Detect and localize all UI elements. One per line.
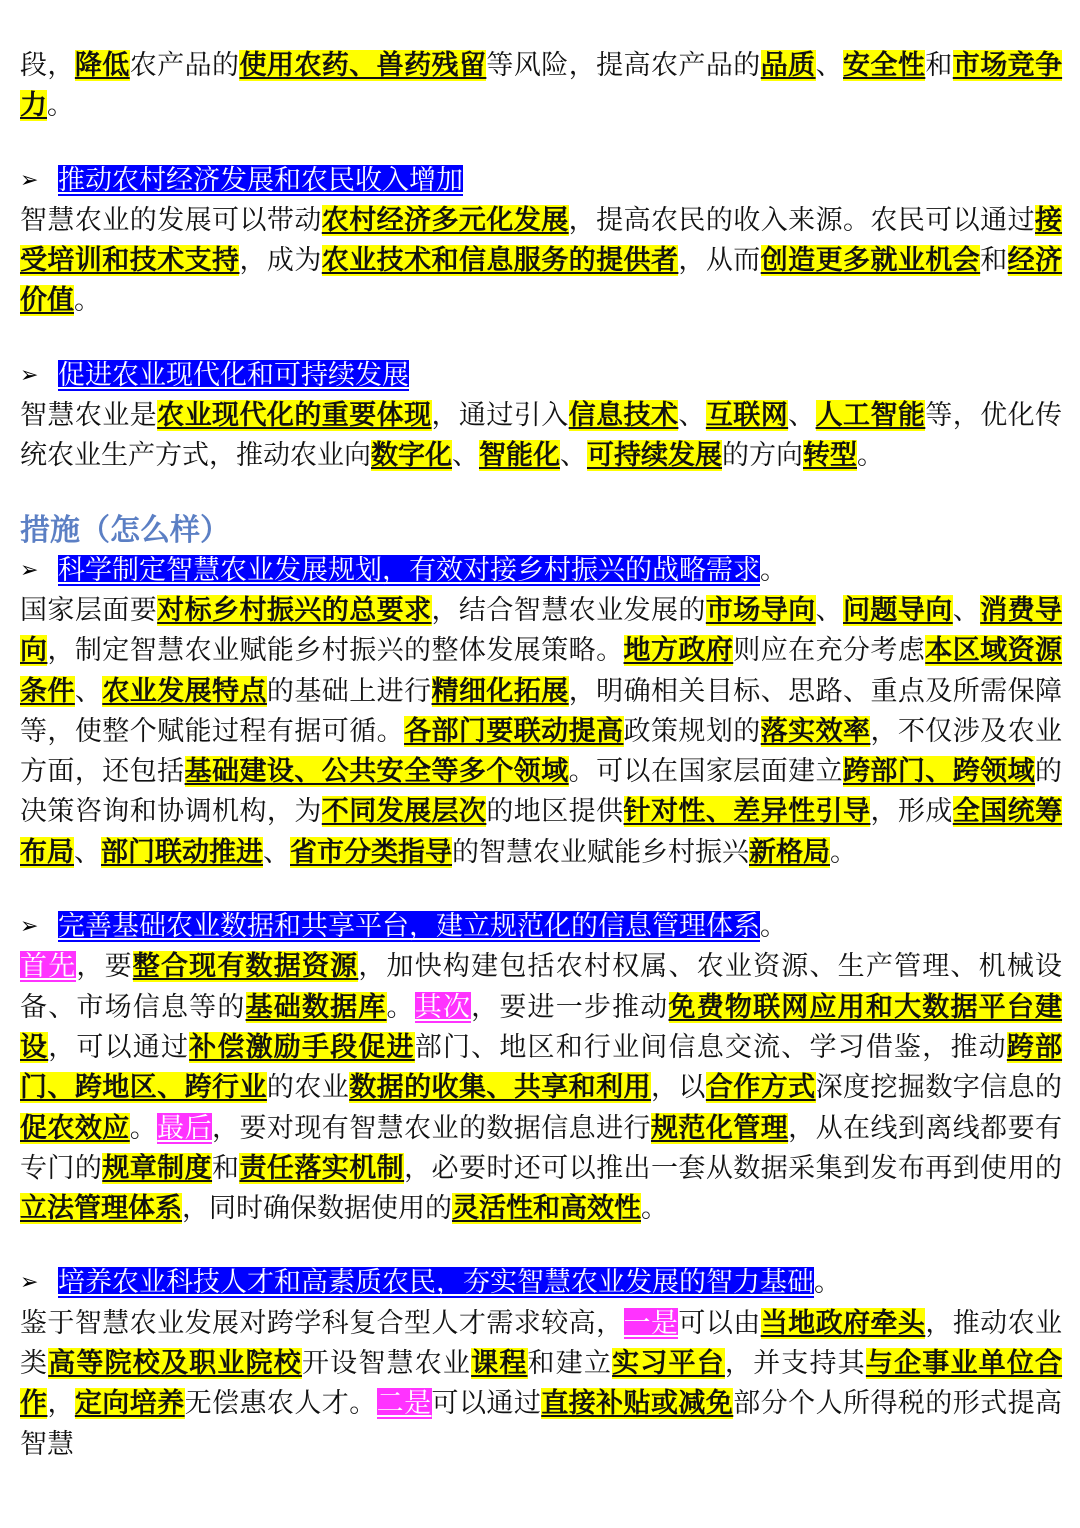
body-text: ，结合智慧农业发展的	[431, 594, 706, 626]
keyword-highlight: 基础建设、公共安全等多个领域	[184, 756, 569, 788]
keyword-highlight: 新格局	[749, 836, 830, 868]
body-text: 。	[129, 1112, 158, 1144]
keyword-highlight: 针对性、差异性引导	[623, 796, 871, 828]
keyword-highlight: 互联网	[705, 400, 789, 432]
body-text: 和	[212, 1152, 240, 1184]
keyword-highlight: 部门联动推进	[101, 836, 263, 868]
keyword-highlight: 免费物联网应用和大数据平台建设	[20, 991, 1063, 1063]
body-text: 。	[74, 285, 101, 317]
body-text: 。	[760, 911, 787, 943]
bullet-title: 推动农村经济发展和农民收入增加	[58, 164, 463, 196]
keyword-highlight: 全国统筹布局	[20, 796, 1063, 868]
keyword-highlight: 高等院校及职业院校	[48, 1348, 302, 1380]
paragraph-spacer	[20, 127, 1062, 161]
body-text: 、	[263, 836, 290, 868]
keyword-highlight: 问题导向	[843, 594, 953, 626]
keyword-highlight: 市场竞争力	[20, 50, 1063, 122]
body-text: 。	[760, 554, 787, 586]
body-text: 和	[925, 50, 953, 81]
body-text: ，成为	[239, 245, 322, 277]
body-text: 部门、地区和行业间信息交流、学习借鉴，推动	[414, 1031, 1007, 1063]
body-text: 则应在充分考虑	[733, 635, 926, 667]
keyword-highlight: 基础数据库	[245, 991, 387, 1023]
keyword-highlight: 立法管理体系	[20, 1193, 182, 1225]
bullet-item	[20, 907, 1062, 947]
body-text: 深度挖掘数字信息的	[815, 1072, 1063, 1104]
body-text: 。	[857, 440, 884, 472]
arrow-bullet-icon: ➢	[20, 362, 39, 388]
body-text: 、	[815, 50, 844, 81]
keyword-highlight: 责任落实机制	[239, 1152, 405, 1184]
body-text: ，从而	[678, 245, 761, 277]
body-text: 智慧农业是	[20, 400, 158, 432]
body-text: 。	[830, 836, 857, 868]
body-text: ，可以通过	[48, 1031, 190, 1063]
sequence-marker: 一是	[623, 1307, 679, 1339]
body-text: 的智慧农业赋能乡村振兴	[452, 836, 749, 868]
keyword-highlight: 转型	[803, 440, 857, 472]
body-text: ，要进一步推动	[471, 991, 669, 1023]
keyword-highlight: 规范化管理	[650, 1112, 789, 1144]
paragraph	[20, 947, 1062, 1229]
body-text: 部分个人所得税的形式提高智慧	[20, 1388, 1063, 1460]
body-text: ，制定智慧农业赋能乡村振兴的整体发展策略。	[47, 635, 624, 667]
body-text: 鉴于智慧农业发展对跨学科复合型人才需求较高，	[20, 1307, 624, 1339]
keyword-highlight: 接受培训和技术支持	[20, 204, 1063, 277]
body-text: ，通过引入	[431, 400, 569, 432]
keyword-highlight: 使用农药、兽药残留	[239, 50, 487, 81]
keyword-highlight: 农村经济多元化发展	[321, 204, 569, 236]
arrow-bullet-icon: ➢	[20, 1270, 39, 1296]
paragraph	[20, 201, 1062, 322]
body-text: ，	[47, 1388, 75, 1420]
sequence-marker: 最后	[157, 1112, 213, 1144]
body-text: 国家层面要	[20, 594, 158, 626]
keyword-highlight: 信息技术	[568, 400, 679, 432]
bullet-item	[20, 551, 1062, 591]
body-text: 开设智慧农业	[301, 1348, 472, 1380]
body-text: ，以	[650, 1072, 706, 1104]
keyword-highlight: 不同发展层次	[321, 796, 487, 828]
keyword-highlight: 地方政府	[623, 635, 734, 667]
arrow-bullet-icon: ➢	[20, 167, 39, 193]
keyword-highlight: 促农效应	[20, 1112, 130, 1144]
body-text: 、	[815, 594, 843, 626]
keyword-highlight: 安全性	[843, 50, 926, 81]
body-text: 、	[678, 400, 706, 432]
body-text: 。	[814, 1267, 841, 1299]
body-text: 。	[386, 991, 415, 1023]
body-text: 的农业	[266, 1072, 350, 1104]
keyword-highlight: 对标乡村振兴的总要求	[157, 594, 432, 626]
body-text: 段，	[20, 50, 75, 81]
bullet-text	[58, 356, 409, 396]
body-text: ，推动农业类	[20, 1307, 1063, 1380]
body-text: ，不仅涉及农业方面，还包括	[20, 715, 1063, 788]
bullet-title: 促进农业现代化和可持续发展	[58, 359, 409, 391]
keyword-highlight: 数字化	[371, 440, 452, 472]
paragraph-spacer	[20, 873, 1062, 907]
body-text: 可以通过	[431, 1388, 542, 1420]
keyword-highlight: 各部门要联动提高	[404, 715, 624, 747]
keyword-highlight: 定向培养	[74, 1388, 185, 1420]
paragraph	[20, 46, 1062, 127]
keyword-highlight: 省市分类指导	[290, 836, 452, 868]
keyword-highlight: 经济价值	[20, 245, 1063, 317]
keyword-highlight: 补偿激励手段促进	[189, 1031, 415, 1063]
keyword-highlight: 可持续发展	[587, 440, 722, 472]
bullet-text	[58, 1263, 841, 1303]
keyword-highlight: 创造更多就业机会	[760, 245, 981, 277]
keyword-highlight: 直接补贴或减免	[541, 1388, 734, 1420]
keyword-highlight: 消费导向	[20, 594, 1063, 667]
bullet-item	[20, 161, 1062, 201]
bullet-text	[58, 907, 787, 947]
body-text: 等风险，提高农产品的	[486, 50, 761, 81]
body-text: ，并支持其	[724, 1348, 866, 1380]
bullet-text	[58, 551, 787, 591]
body-text: ，提高农民的收入来源。农民可以通过	[568, 204, 1036, 236]
arrow-bullet-icon: ➢	[20, 557, 39, 583]
body-text: ，从在线到离线都要有专门的	[20, 1112, 1063, 1184]
paragraph-spacer	[20, 1229, 1062, 1263]
body-text: 。	[641, 1193, 668, 1225]
keyword-highlight: 降低	[74, 50, 130, 81]
body-text: 和建立	[527, 1348, 613, 1380]
keyword-highlight: 人工智能	[815, 400, 926, 432]
keyword-highlight: 整合现有数据资源	[132, 951, 359, 983]
body-text: ，同时确保数据使用的	[182, 1193, 452, 1225]
keyword-highlight: 市场导向	[705, 594, 816, 626]
keyword-highlight: 实习平台	[612, 1348, 725, 1380]
paragraph	[20, 396, 1062, 477]
body-text: 的基础上进行	[266, 675, 432, 707]
body-text: ，明确相关目标、思路、重点及所需保障等，使整个赋能过程有据可循。	[20, 675, 1063, 747]
body-text: 的地区提供	[486, 796, 624, 828]
keyword-highlight: 农业发展特点	[102, 675, 267, 707]
keyword-highlight: 当地政府牵头	[760, 1307, 926, 1339]
body-text: 可以由	[678, 1307, 761, 1339]
body-text: 、	[788, 400, 816, 432]
document-page	[20, 46, 1062, 1465]
body-text: ，必要时还可以推出一套从数据采集到发布再到使用的	[404, 1152, 1063, 1184]
keyword-highlight: 课程	[471, 1348, 528, 1380]
body-text: ，要对现有智慧农业的数据信息进行	[212, 1112, 651, 1144]
body-text: 、	[560, 440, 587, 472]
bullet-title: 培养农业科技人才和高素质农民，夯实智慧农业发展的智力基础	[58, 1267, 814, 1299]
body-text: 农产品的	[129, 50, 240, 81]
keyword-highlight: 智能化	[479, 440, 560, 472]
keyword-highlight: 跨部门、跨领域	[843, 756, 1036, 788]
keyword-highlight: 跨部门、跨地区、跨行业	[20, 1031, 1063, 1104]
keyword-highlight: 农业现代化的重要体现	[157, 400, 432, 432]
paragraph-spacer	[20, 477, 1062, 511]
body-text: 无偿惠农人才。	[184, 1388, 377, 1420]
keyword-highlight: 与企事业单位合作	[20, 1348, 1063, 1420]
keyword-highlight: 精细化拓展	[431, 675, 569, 707]
paragraph-spacer	[20, 322, 1062, 356]
body-text: 智慧农业的发展可以带动	[20, 204, 322, 236]
keyword-highlight: 灵活性和高效性	[452, 1193, 641, 1225]
body-text: ，要	[76, 951, 133, 983]
keyword-highlight: 落实效率	[760, 715, 871, 747]
bullet-title: 科学制定智慧农业发展规划，有效对接乡村振兴的战略需求	[58, 554, 760, 586]
keyword-highlight: 合作方式	[705, 1072, 816, 1104]
body-text: ，加快构建包括农村权属、农业资源、生产管理、机械设备、市场信息等的	[20, 951, 1063, 1023]
keyword-highlight: 数据的收集、共享和利用	[349, 1072, 651, 1104]
body-text: 等，优化传统农业生产方式，推动农业向	[20, 400, 1063, 472]
bullet-item	[20, 356, 1062, 396]
paragraph	[20, 1304, 1062, 1465]
body-text: 。	[47, 90, 74, 122]
body-text: 和	[980, 245, 1008, 277]
paragraph	[20, 591, 1062, 873]
keyword-highlight: 规章制度	[102, 1152, 213, 1184]
body-text: ，形成	[870, 796, 953, 828]
body-text: 、	[952, 594, 981, 626]
bullet-text	[58, 161, 463, 201]
arrow-bullet-icon: ➢	[20, 914, 39, 940]
keyword-highlight: 本区域资源条件	[20, 635, 1063, 707]
body-text: 的决策咨询和协调机构，为	[20, 756, 1063, 828]
bullet-item	[20, 1263, 1062, 1303]
body-text: 的方向	[722, 440, 803, 472]
keyword-highlight: 农业技术和信息服务的提供者	[321, 245, 679, 277]
body-text: 。可以在国家层面建立	[568, 756, 843, 788]
keyword-highlight: 品质	[760, 50, 816, 81]
body-text: 、	[74, 836, 101, 868]
bullet-title: 完善基础农业数据和共享平台，建立规范化的信息管理体系	[58, 911, 760, 943]
section-heading: 措施（怎么样）	[20, 512, 230, 548]
body-text: 政策规划的	[623, 715, 761, 747]
sequence-marker: 二是	[376, 1388, 432, 1420]
body-text: 、	[74, 675, 103, 707]
sequence-marker: 其次	[414, 991, 472, 1023]
sequence-marker: 首先	[20, 951, 77, 983]
body-text: 、	[452, 440, 479, 472]
